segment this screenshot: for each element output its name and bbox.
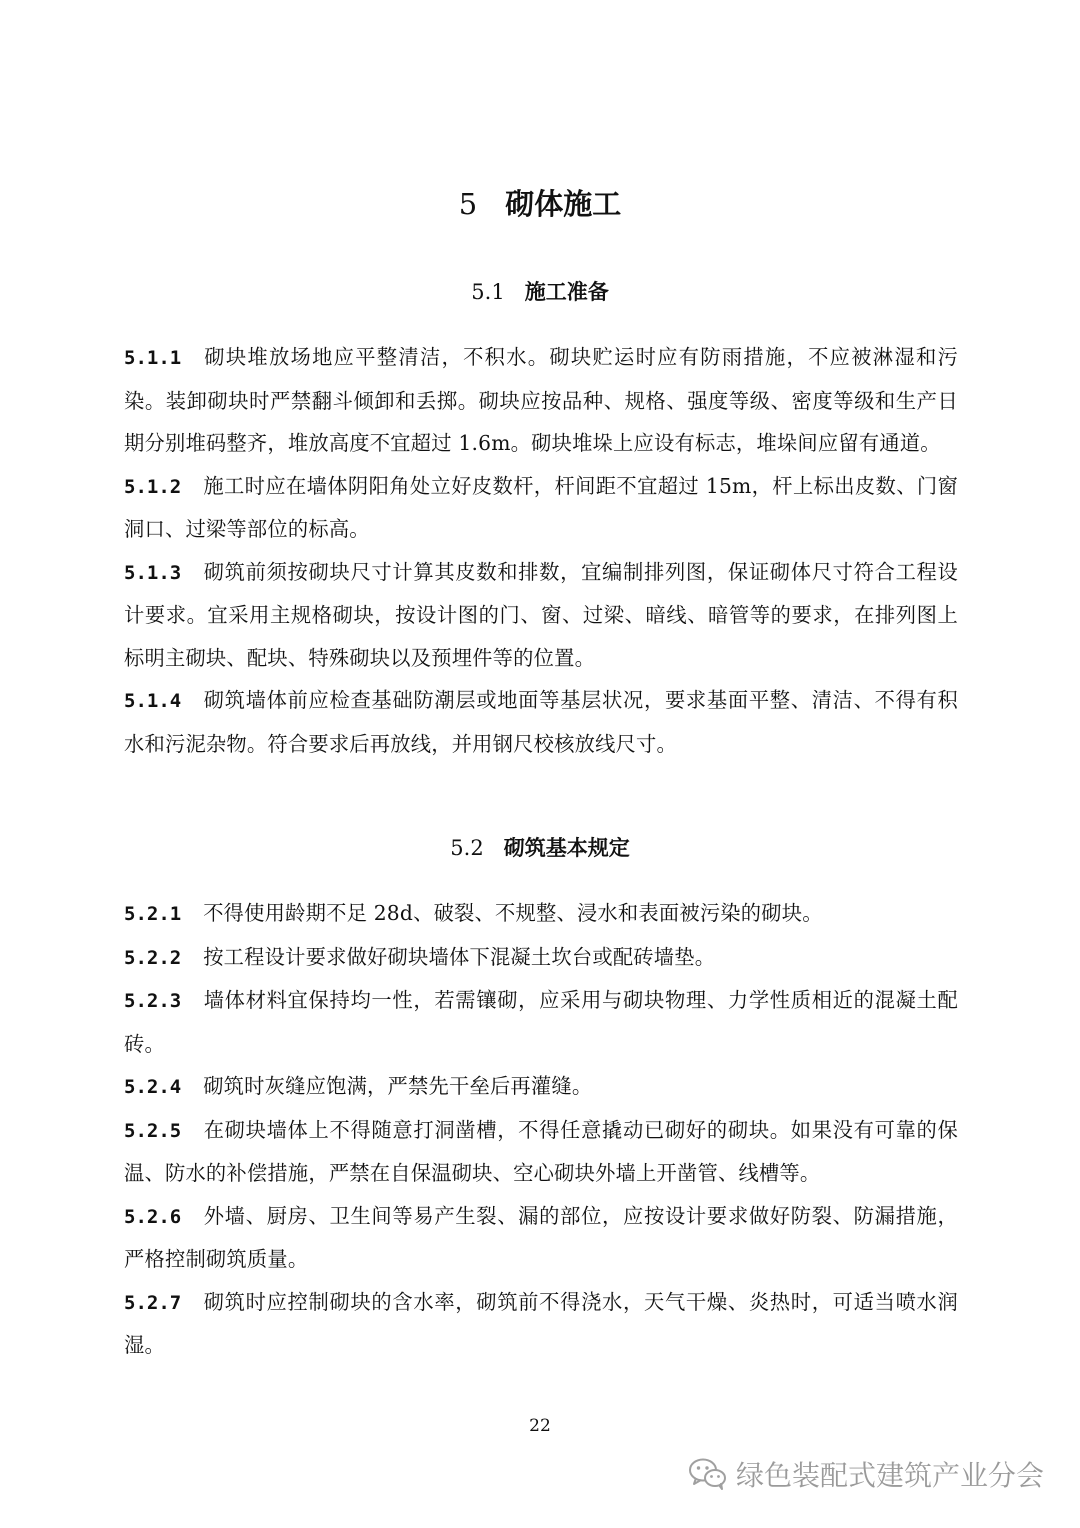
clause-number: 5.1.3 [124,561,182,584]
section-title: 砌筑基本规定 [503,836,630,860]
clause-text: 砌筑前须按砌块尺寸计算其皮数和排数，宜编制排列图，保证砌体尺寸符合工程设计要求。宜采用主规格砌块，按设计图的门、窗、过梁、暗线、暗管等的要求，在排列图上标明主砌块、配块、特殊砌块以及预埋件等的位置。 [124,559,958,670]
clause-number: 5.2.3 [124,990,182,1012]
clause-text: 施工时应在墙体阴阳角处立好皮数杆，杆间距不宜超过 15m，杆上标出皮数、门窗洞口、过梁等部位的标高。 [124,473,958,541]
section-heading [0,832,1080,864]
clause [124,1195,958,1281]
chapter-title: 砌体施工 [505,187,622,221]
clause-number: 5.2.4 [124,1076,182,1098]
clause-text: 按工程设计要求做好砌块墙体下混凝土坎台或配砖墙垫。 [203,944,716,969]
clause-text: 外墙、厨房、卫生间等易产生裂、漏的部位，应按设计要求做好防裂、防漏措施，严格控制砌筑质量。 [124,1203,958,1271]
clause-text: 砌筑时应控制砌块的含水率，砌筑前不得浇水，天气干燥、炎热时，可适当喷水润湿。 [124,1289,958,1357]
clause [124,551,958,680]
watermark [688,1454,1044,1494]
section-clauses [124,892,958,1367]
clause-number: 5.1.2 [124,475,182,498]
wechat-icon [688,1457,728,1491]
chapter-heading [0,182,1080,226]
clause-number: 5.1.1 [124,347,182,369]
section-title: 施工准备 [524,280,609,304]
clause [124,936,958,980]
clause-text: 不得使用龄期不足 28d、破裂、不规整、浸水和表面被污染的砌块。 [203,901,823,925]
clause [124,336,958,465]
clause-text: 在砌块墙体上不得随意打洞凿槽，不得任意撬动已砌好的砌块。如果没有可靠的保温、防水的补偿措施，严禁在自保温砌块、空心砌块外墙上开凿管、线槽等。 [124,1117,958,1185]
watermark-text: 绿色装配式建筑产业分会 [735,1459,1044,1492]
clause-text: 砌块堆放场地应平整清洁，不积水。砌块贮运时应有防雨措施，不应被淋湿和污染。装卸砌块时严禁翻斗倾卸和丢掷。砌块应按品种、规格、强度等级、密度等级和生产日期分别堆码整齐，堆放高度不宜超过 1.6m。砌块堆垛上应设有标志，堆垛间应留有通道。 [124,345,958,455]
clause-text: 墙体材料宜保持均一性，若需镶砌，应采用与砌块物理、力学性质相近的混凝土配砖。 [124,988,958,1056]
clause [124,1109,958,1195]
section-number: 5.1 [471,280,505,304]
clause [124,465,958,551]
clause-text: 砌筑时灰缝应饱满，严禁先干垒后再灌缝。 [203,1074,593,1098]
clause-number: 5.2.6 [124,1205,182,1228]
section-number: 5.2 [450,836,484,860]
clause [124,1065,958,1109]
clause [124,679,958,765]
clause-number: 5.1.4 [124,690,182,712]
clause-number: 5.2.5 [124,1119,182,1142]
page-number: 22 [529,1416,551,1436]
clause-number: 5.2.1 [124,903,182,925]
clause [124,1281,958,1367]
clause-number: 5.2.7 [124,1291,182,1314]
clause-number: 5.2.2 [124,946,182,969]
clause-text: 砌筑墙体前应检查基础防潮层或地面等基层状况，要求基面平整、清洁、不得有积水和污泥杂物。符合要求后再放线，并用钢尺校核放线尺寸。 [124,688,958,756]
clause [124,892,958,936]
section-heading [0,276,1080,308]
chapter-number: 5 [458,187,478,221]
section-clauses [124,336,958,765]
clause [124,979,958,1065]
